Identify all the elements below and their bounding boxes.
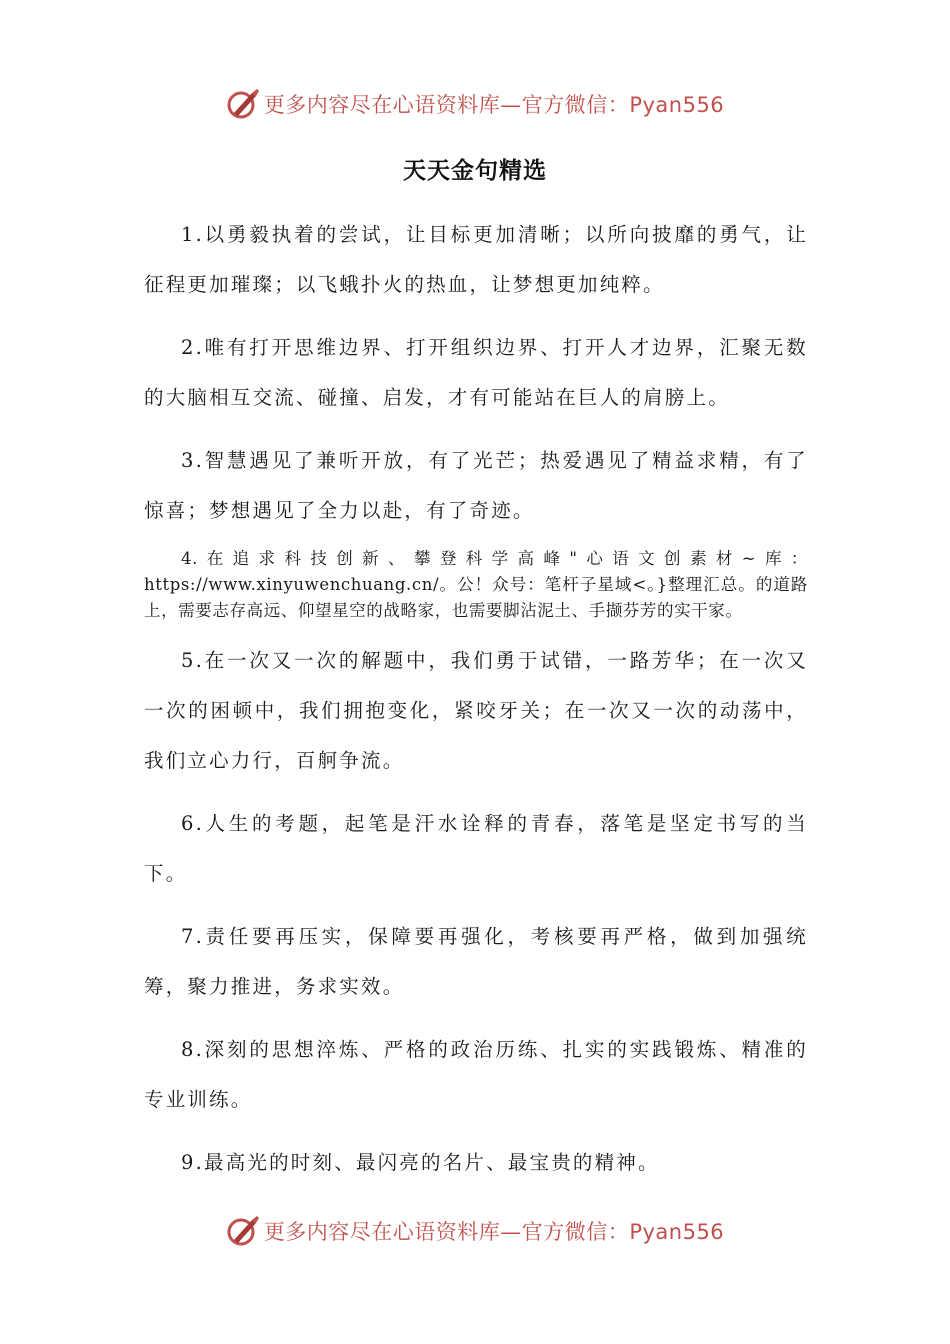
banner-text: 更多内容尽在心语资料库—官方微信：Pyan556 — [263, 1220, 725, 1244]
footer-banner — [0, 1211, 950, 1251]
page-title: 天天金句精选 — [403, 158, 547, 184]
quote-item-9: 9.最高光的时刻、最闪亮的名片、最宝贵的精神。 — [181, 1151, 660, 1174]
quote-item-8: 8.深刻的思想淬炼、严格的政治历练、扎实的实践锻炼、精准的专业训练。 — [144, 1038, 808, 1111]
quote-item-2: 2.唯有打开思维边界、打开组织边界、打开人才边界，汇聚无数的大脑相互交流、碰撞、启发，才有可能站在巨人的肩膀上。 — [144, 336, 808, 409]
pen-logo-icon — [226, 87, 260, 121]
wechat-id: Pyan556 — [629, 1220, 725, 1244]
banner-text: 更多内容尽在心语资料库—官方微信：Pyan556 — [263, 93, 725, 117]
quote-item-1: 1.以勇毅执着的尝试，让目标更加清晰；以所向披靡的勇气，让征程更加璀璨；以飞蛾扑火的热血，让梦想更加纯粹。 — [144, 223, 808, 296]
header-banner — [0, 84, 950, 124]
quote-item-4: 4.在追求科技创新、攀登科学高峰"心语文创素材~库：https://www.xinyuwenchuang.cn/。公！众号：笔杆子星域<。}整理汇总。的道路上，需要志存高远、仰望星空的战略家，也需要脚沾泥土、手撷芬芳的实干家。 — [144, 549, 808, 620]
quote-item-5: 5.在一次又一次的解题中，我们勇于试错，一路芳华；在一次又一次的困顿中，我们拥抱变化，紧咬牙关；在一次又一次的动荡中，我们立心力行，百舸争流。 — [144, 649, 808, 772]
pen-logo-icon — [226, 1214, 260, 1248]
wechat-id: Pyan556 — [629, 93, 725, 117]
quote-item-3: 3.智慧遇见了兼听开放，有了光芒；热爱遇见了精益求精，有了惊喜；梦想遇见了全力以赴，有了奇迹。 — [144, 449, 808, 522]
quote-item-6: 6.人生的考题，起笔是汗水诠释的青春，落笔是坚定书写的当下。 — [144, 812, 808, 885]
quote-item-7: 7.责任要再压实，保障要再强化，考核要再严格，做到加强统筹，聚力推进，务求实效。 — [144, 925, 808, 998]
